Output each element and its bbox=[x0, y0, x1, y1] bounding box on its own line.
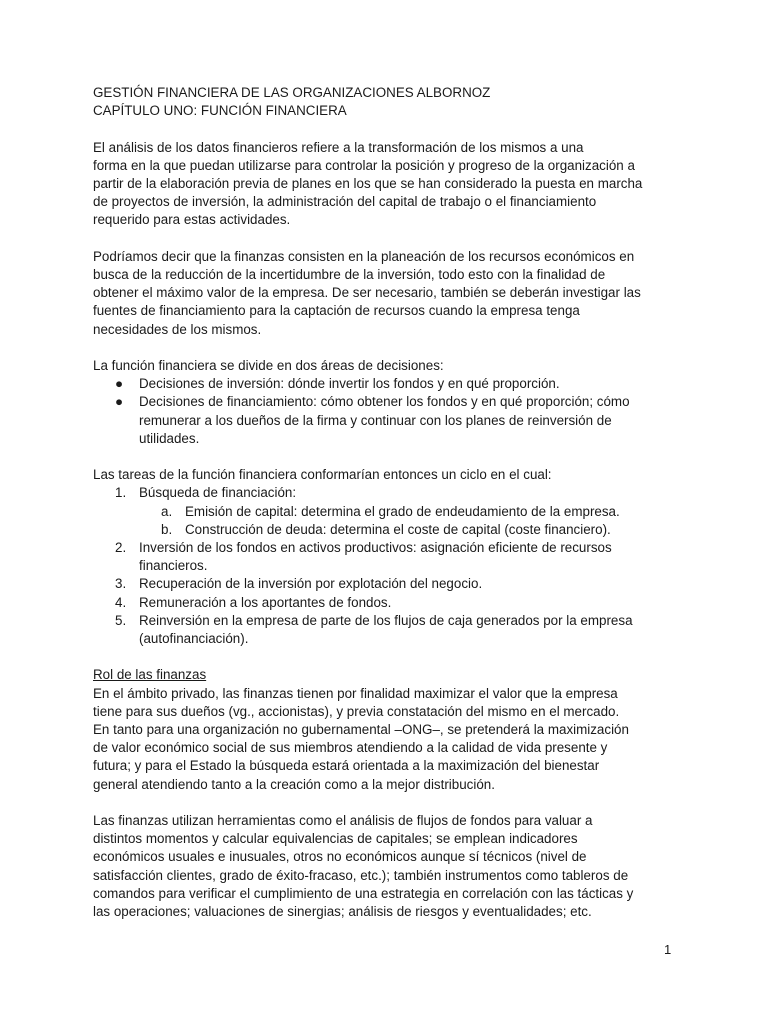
bullet-icon: ● bbox=[115, 394, 124, 410]
paragraph-line: Podríamos decir que la finanzas consisten en la planeación de los recursos económicos en bbox=[93, 248, 635, 264]
section-heading: Rol de las finanzas bbox=[93, 667, 207, 683]
list-letter: a. bbox=[161, 503, 173, 519]
paragraph-line: tiene para sus dueños (vg., accionistas), y previa constatación del mismo en el mercado. bbox=[93, 703, 620, 719]
rol-section bbox=[93, 666, 683, 793]
subtask-text: Construcción de deuda: determina el coste de capital (coste financiero). bbox=[185, 521, 611, 537]
list-number: 2. bbox=[115, 540, 127, 556]
task-text-line: Reinversión en la empresa de parte de los flujos de caja generados por la empresa bbox=[139, 612, 633, 628]
document-body bbox=[93, 84, 683, 921]
paragraph-line: de valor económico social de sus miembros atendiendo a la calidad de vida presente y bbox=[93, 740, 608, 756]
bullet-item-financiamiento bbox=[93, 393, 683, 448]
spacer bbox=[93, 648, 683, 666]
paragraph-line: distintos momentos y calcular equivalencias de capitales; se emplean indicadores bbox=[93, 831, 578, 847]
subtask-item-b bbox=[93, 521, 683, 539]
paragraph-line: comandos para verificar el cumplimiento de una estrategia en correlación con las tácticas y bbox=[93, 885, 634, 901]
spacer bbox=[93, 120, 683, 138]
paragraph-line: satisfacción clientes, grado de éxito-fracaso, etc.); también instrumentos como tableros de bbox=[93, 867, 629, 883]
tasks-intro: Las tareas de la función financiera conformarían entonces un ciclo en el cual: bbox=[93, 467, 552, 483]
paragraph-line: Las finanzas utilizan herramientas como el análisis de flujos de fondos para valuar a bbox=[93, 813, 593, 829]
paragraph-line: necesidades de los mismos. bbox=[93, 321, 262, 337]
paragraph-analysis bbox=[93, 139, 683, 230]
list-number: 5. bbox=[115, 612, 127, 628]
spacer bbox=[93, 339, 683, 357]
paragraph-line: obtener el máximo valor de la empresa. De ser necesario, también se deberán investigar las bbox=[93, 285, 641, 301]
task-text: Recuperación de la inversión por explotación del negocio. bbox=[139, 576, 483, 592]
page-number: 1 bbox=[664, 942, 672, 957]
task-text-line: financieros. bbox=[139, 558, 208, 574]
spacer bbox=[93, 448, 683, 466]
spacer bbox=[93, 794, 683, 812]
task-item-5 bbox=[93, 612, 683, 648]
paragraph-line: las operaciones; valuaciones de sinergias; análisis de riesgos y eventualidades; etc. bbox=[93, 904, 592, 920]
task-text: Remuneración a los aportantes de fondos. bbox=[139, 594, 392, 610]
task-item-4 bbox=[93, 594, 683, 612]
tasks-section bbox=[93, 466, 683, 648]
paragraph-finanzas bbox=[93, 248, 683, 339]
bullet-text-line: remunerar a los dueños de la firma y continuar con los planes de reinversión de bbox=[139, 412, 612, 428]
paragraph-line: En el ámbito privado, las finanzas tienen por finalidad maximizar el valor que la empresa bbox=[93, 685, 618, 701]
task-item-2 bbox=[93, 539, 683, 575]
task-item-1 bbox=[93, 484, 683, 502]
task-item-3 bbox=[93, 575, 683, 593]
chapter-title: CAPÍTULO UNO: FUNCIÓN FINANCIERA bbox=[93, 103, 347, 119]
areas-intro: La función financiera se divide en dos áreas de decisiones: bbox=[93, 358, 444, 373]
list-number: 3. bbox=[115, 576, 127, 592]
paragraph-line: busca de la reducción de la incertidumbre de la inversión, todo esto con la finalidad de bbox=[93, 267, 606, 282]
bullet-icon: ● bbox=[115, 376, 124, 392]
subtask-text: Emisión de capital: determina el grado de endeudamiento de la empresa. bbox=[185, 503, 620, 519]
list-letter: b. bbox=[161, 521, 173, 537]
paragraph-line: En tanto para una organización no gubernamental –ONG–, se pretenderá la maximización bbox=[93, 722, 629, 738]
paragraph-line: general atendiendo tanto a la creación como a la mejor distribución. bbox=[93, 776, 495, 792]
bullet-item-inversion bbox=[93, 375, 683, 393]
paragraph-line: El análisis de los datos financieros refiere a la transformación de los mismos a una bbox=[93, 139, 584, 155]
bullet-text-line: Decisiones de financiamiento: cómo obtener los fondos y en qué proporción; cómo bbox=[139, 394, 630, 410]
list-number: 4. bbox=[115, 594, 127, 610]
paragraph-line: futura; y para el Estado la búsqueda estará orientada a la maximización del bienestar bbox=[93, 758, 600, 774]
bullet-text-line: utilidades. bbox=[139, 430, 200, 446]
paragraph-line: forma en la que puedan utilizarse para controlar la posición y progreso de la organización a bbox=[93, 157, 635, 173]
list-number: 1. bbox=[115, 485, 127, 501]
bullet-text: Decisiones de inversión: dónde invertir los fondos y en qué proporción. bbox=[139, 376, 560, 392]
task-text-line: (autofinanciación). bbox=[139, 631, 249, 647]
paragraph-line: requerido para estas actividades. bbox=[93, 212, 291, 228]
subtask-item-a bbox=[93, 503, 683, 521]
document-title: GESTIÓN FINANCIERA DE LAS ORGANIZACIONES ALBORNOZ bbox=[93, 85, 491, 100]
paragraph-line: partir de la elaboración previa de planes en los que se han considerado la puesta en marcha bbox=[93, 176, 643, 191]
paragraph-line: de proyectos de inversión, la administración del capital de trabajo o el financiamiento bbox=[93, 194, 597, 210]
paragraph-line: fuentes de financiamiento para la captación de recursos cuando la empresa tenga bbox=[93, 303, 580, 319]
paragraph-line: económicos usuales e inusuales, otros no económicos aunque sí técnicos (nivel de bbox=[93, 849, 587, 865]
task-text-line: Inversión de los fondos en activos productivos: asignación eficiente de recursos bbox=[139, 540, 612, 556]
paragraph-herramientas bbox=[93, 812, 683, 921]
areas-section bbox=[93, 357, 683, 448]
spacer bbox=[93, 230, 683, 248]
task-text: Búsqueda de financiación: bbox=[139, 485, 297, 501]
